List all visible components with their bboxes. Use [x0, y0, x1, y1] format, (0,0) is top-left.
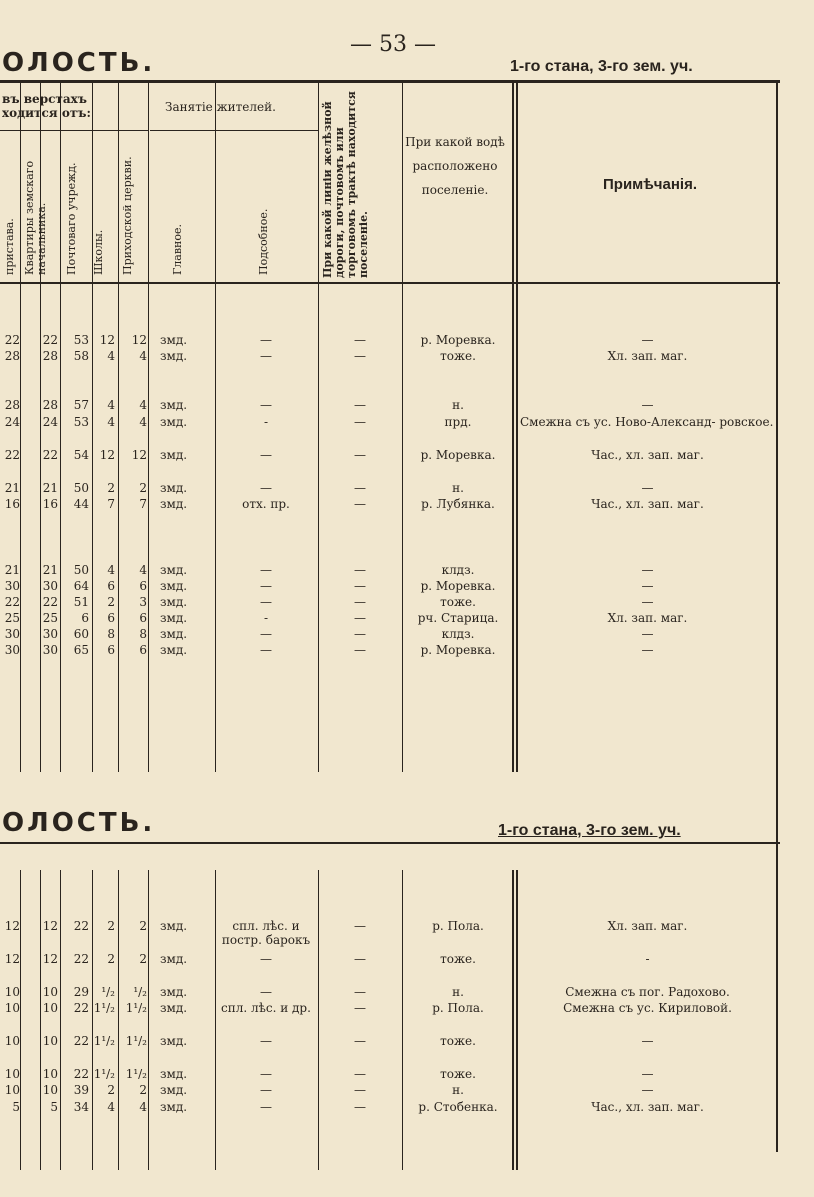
col-aux: Подсобное. — [257, 208, 270, 275]
cell-b: 30 — [42, 643, 58, 657]
cell-aux: — — [260, 1083, 272, 1097]
cell-aux: — — [260, 398, 272, 412]
cell-d: 2 — [107, 919, 115, 933]
cell-c: 60 — [73, 627, 89, 641]
cell-d: 12 — [99, 448, 115, 462]
cell-water: тоже. — [440, 1067, 476, 1081]
cell-note: Смежна съ ус. Ново-Александ- ровское. — [520, 415, 774, 429]
cell-note: - — [645, 952, 650, 966]
cell-b: 22 — [42, 595, 58, 609]
col-water: При какой водѣ расположено поселеніе. — [405, 135, 505, 197]
cell-water: р. Моревка. — [420, 579, 496, 593]
cell-e: 6 — [139, 611, 147, 625]
cell-road: — — [354, 415, 366, 429]
cell-water: р. Пола. — [432, 919, 484, 933]
cell-e: 6 — [139, 579, 147, 593]
section2-rule — [0, 842, 780, 844]
cell-b: 24 — [42, 415, 58, 429]
col-church: Приходской церкви. — [121, 156, 134, 275]
cell-road: — — [354, 952, 366, 966]
cell-c: 22 — [73, 1001, 89, 1015]
cell-a: 22 — [4, 333, 20, 347]
distance-group-header: въ верстахъ ходится отъ: — [2, 92, 91, 120]
cell-aux: спл. лѣс. и постр. барокъ — [221, 919, 311, 947]
subheader-rule — [0, 130, 148, 131]
col-school: Школы. — [92, 229, 105, 275]
cell-c: 64 — [73, 579, 89, 593]
cell-main: змд. — [160, 415, 188, 429]
cell-c: 50 — [73, 481, 89, 495]
cell-road: — — [354, 497, 366, 511]
cell-c: 22 — [73, 952, 89, 966]
cell-water: р. Пола. — [432, 1001, 484, 1015]
cell-d: ¹/₂ — [101, 985, 115, 999]
page-number: — 53 — — [350, 32, 436, 57]
cell-road: — — [354, 481, 366, 495]
cell-water: р. Моревка. — [420, 333, 496, 347]
col-main: Главное. — [171, 224, 184, 275]
cell-note: — — [641, 1067, 654, 1081]
column-divider — [20, 870, 21, 1170]
cell-c: 57 — [73, 398, 89, 412]
cell-b: 10 — [42, 1083, 58, 1097]
section-title-2: ОЛОСТЬ. — [2, 808, 156, 838]
cell-note: — — [641, 643, 654, 657]
cell-e: 4 — [139, 563, 147, 577]
cell-b: 12 — [42, 919, 58, 933]
cell-aux: — — [260, 579, 272, 593]
cell-main: змд. — [160, 497, 188, 511]
column-divider — [516, 870, 518, 1170]
cell-note: Час., хл. зап. маг. — [591, 1100, 704, 1114]
column-divider — [516, 82, 518, 772]
top-rule — [0, 80, 780, 83]
cell-a: 30 — [4, 627, 20, 641]
cell-e: 1¹/₂ — [125, 1034, 147, 1048]
column-divider — [512, 82, 514, 772]
cell-e: ¹/₂ — [133, 985, 147, 999]
cell-note: — — [641, 333, 654, 347]
cell-b: 21 — [42, 481, 58, 495]
cell-main: змд. — [160, 919, 188, 933]
cell-note: — — [641, 627, 654, 641]
cell-a: 16 — [4, 497, 20, 511]
cell-water: тоже. — [440, 595, 476, 609]
cell-c: 58 — [73, 349, 89, 363]
cell-water: клдз. — [441, 627, 475, 641]
cell-aux: - — [263, 415, 269, 429]
cell-a: 10 — [4, 1067, 20, 1081]
cell-road: — — [354, 627, 366, 641]
cell-aux: — — [260, 643, 272, 657]
column-divider — [40, 870, 41, 1170]
cell-main: змд. — [160, 1083, 188, 1097]
cell-note: — — [641, 1034, 654, 1048]
cell-aux: — — [260, 448, 272, 462]
cell-e: 7 — [139, 497, 147, 511]
cell-aux: — — [260, 1067, 272, 1081]
cell-main: змд. — [160, 643, 188, 657]
cell-a: 22 — [4, 448, 20, 462]
cell-aux: — — [260, 481, 272, 495]
cell-aux: — — [260, 595, 272, 609]
cell-road: — — [354, 611, 366, 625]
cell-c: 22 — [73, 919, 89, 933]
cell-e: 4 — [139, 415, 147, 429]
cell-c: 34 — [73, 1100, 89, 1114]
cell-note: — — [641, 481, 654, 495]
cell-road: — — [354, 333, 366, 347]
column-divider — [148, 82, 149, 772]
column-divider — [148, 870, 149, 1170]
cell-note: Хл. зап. маг. — [607, 919, 688, 933]
cell-d: 2 — [107, 595, 115, 609]
cell-c: 39 — [73, 1083, 89, 1097]
header-bottom-rule — [0, 282, 780, 284]
cell-main: змд. — [160, 349, 188, 363]
cell-d: 1¹/₂ — [93, 1034, 115, 1048]
cell-road: — — [354, 643, 366, 657]
cell-a: 12 — [4, 919, 20, 933]
cell-c: 54 — [73, 448, 89, 462]
cell-b: 25 — [42, 611, 58, 625]
cell-note: Смежна съ ус. Кириловой. — [563, 1001, 732, 1015]
cell-main: змд. — [160, 481, 188, 495]
cell-road: — — [354, 595, 366, 609]
cell-water: тоже. — [440, 952, 476, 966]
cell-b: 22 — [42, 448, 58, 462]
cell-c: 6 — [81, 611, 89, 625]
cell-a: 10 — [4, 985, 20, 999]
cell-a: 5 — [12, 1100, 20, 1114]
cell-e: 2 — [139, 1083, 147, 1097]
col-post: Почтоваго учрежд. — [65, 162, 78, 275]
cell-d: 2 — [107, 481, 115, 495]
cell-road: — — [354, 919, 366, 933]
cell-water: рч. Старица. — [417, 611, 499, 625]
cell-e: 2 — [139, 952, 147, 966]
cell-main: змд. — [160, 627, 188, 641]
cell-b: 10 — [42, 1034, 58, 1048]
column-divider — [512, 870, 514, 1170]
cell-d: 4 — [107, 1100, 115, 1114]
cell-a: 10 — [4, 1001, 20, 1015]
cell-e: 12 — [131, 448, 147, 462]
cell-water: прд. — [444, 415, 472, 429]
cell-a: 22 — [4, 595, 20, 609]
cell-note: Хл. зап. маг. — [607, 611, 688, 625]
cell-water: н. — [452, 1083, 464, 1097]
cell-main: змд. — [160, 579, 188, 593]
cell-e: 4 — [139, 398, 147, 412]
cell-note: Хл. зап. маг. — [607, 349, 688, 363]
cell-c: 29 — [73, 985, 89, 999]
cell-aux: — — [260, 985, 272, 999]
column-divider — [118, 870, 119, 1170]
cell-water: р. Моревка. — [420, 643, 496, 657]
cell-b: 10 — [42, 1067, 58, 1081]
cell-e: 1¹/₂ — [125, 1067, 147, 1081]
cell-road: — — [354, 1001, 366, 1015]
cell-c: 53 — [73, 415, 89, 429]
cell-note: — — [641, 595, 654, 609]
cell-c: 22 — [73, 1034, 89, 1048]
section-title: ОЛОСТЬ. — [2, 48, 156, 78]
cell-main: змд. — [160, 1001, 188, 1015]
cell-d: 2 — [107, 952, 115, 966]
cell-note: — — [641, 1083, 654, 1097]
cell-d: 4 — [107, 349, 115, 363]
cell-water: клдз. — [441, 563, 475, 577]
cell-water: н. — [452, 985, 464, 999]
cell-d: 6 — [107, 643, 115, 657]
cell-e: 8 — [139, 627, 147, 641]
cell-e: 6 — [139, 643, 147, 657]
cell-c: 51 — [73, 595, 89, 609]
cell-aux: — — [260, 1100, 272, 1114]
cell-main: змд. — [160, 595, 188, 609]
column-divider — [318, 82, 319, 772]
cell-a: 30 — [4, 643, 20, 657]
cell-a: 10 — [4, 1083, 20, 1097]
cell-road: — — [354, 1034, 366, 1048]
col-zemsk: Квартиры земскаго начальника. — [23, 160, 48, 275]
cell-b: 10 — [42, 985, 58, 999]
cell-note: Час., хл. зап. маг. — [591, 448, 704, 462]
cell-main: змд. — [160, 1034, 188, 1048]
cell-d: 2 — [107, 1083, 115, 1097]
section-stan: 1-го стана, 3-го зем. уч. — [510, 58, 693, 75]
cell-road: — — [354, 563, 366, 577]
cell-aux: — — [260, 627, 272, 641]
cell-d: 4 — [107, 415, 115, 429]
occupation-group-header: Занятіе жителей. — [165, 100, 276, 114]
cell-aux: — — [260, 563, 272, 577]
column-divider — [318, 870, 319, 1170]
column-divider — [60, 870, 61, 1170]
col-road: При какой линіи желѣзной дороги, почтовомъ или торговомъ трактѣ находится поселеніе. — [321, 91, 370, 278]
cell-c: 65 — [73, 643, 89, 657]
cell-a: 30 — [4, 579, 20, 593]
cell-note: — — [641, 579, 654, 593]
cell-b: 22 — [42, 333, 58, 347]
cell-e: 3 — [139, 595, 147, 609]
cell-main: змд. — [160, 398, 188, 412]
cell-note: — — [641, 563, 654, 577]
cell-b: 16 — [42, 497, 58, 511]
cell-aux: — — [260, 952, 272, 966]
cell-aux: спл. лѣс. и др. — [221, 1001, 311, 1015]
section-stan-2: 1-го стана, 3-го зем. уч. — [498, 822, 681, 839]
cell-water: тоже. — [440, 1034, 476, 1048]
cell-e: 2 — [139, 481, 147, 495]
cell-d: 6 — [107, 579, 115, 593]
cell-aux: отх. пр. — [242, 497, 290, 511]
cell-main: змд. — [160, 563, 188, 577]
cell-c: 22 — [73, 1067, 89, 1081]
col-notes: Примѣчанія. — [603, 176, 697, 193]
cell-water: р. Моревка. — [420, 448, 496, 462]
cell-water: тоже. — [440, 349, 476, 363]
cell-e: 1¹/₂ — [125, 1001, 147, 1015]
cell-a: 21 — [4, 481, 20, 495]
cell-e: 4 — [139, 349, 147, 363]
cell-road: — — [354, 448, 366, 462]
cell-b: 28 — [42, 398, 58, 412]
cell-b: 21 — [42, 563, 58, 577]
cell-note: Смежна съ пог. Радохово. — [565, 985, 730, 999]
cell-a: 25 — [4, 611, 20, 625]
cell-road: — — [354, 398, 366, 412]
cell-e: 2 — [139, 919, 147, 933]
column-divider — [92, 870, 93, 1170]
cell-a: 28 — [4, 398, 20, 412]
cell-main: змд. — [160, 333, 188, 347]
cell-b: 28 — [42, 349, 58, 363]
cell-note: — — [641, 398, 654, 412]
cell-road: — — [354, 1083, 366, 1097]
cell-a: 12 — [4, 952, 20, 966]
cell-b: 30 — [42, 627, 58, 641]
cell-c: 44 — [73, 497, 89, 511]
cell-water: р. Стобенка. — [418, 1100, 498, 1114]
cell-b: 12 — [42, 952, 58, 966]
right-border — [776, 82, 778, 1152]
cell-road: — — [354, 985, 366, 999]
column-divider — [402, 82, 403, 772]
cell-d: 4 — [107, 398, 115, 412]
cell-e: 4 — [139, 1100, 147, 1114]
cell-road: — — [354, 1100, 366, 1114]
cell-d: 12 — [99, 333, 115, 347]
cell-water: н. — [452, 398, 464, 412]
cell-road: — — [354, 579, 366, 593]
cell-e: 12 — [131, 333, 147, 347]
cell-c: 53 — [73, 333, 89, 347]
cell-a: 10 — [4, 1034, 20, 1048]
cell-d: 6 — [107, 611, 115, 625]
column-divider — [402, 870, 403, 1170]
cell-main: змд. — [160, 1100, 188, 1114]
cell-main: змд. — [160, 611, 188, 625]
cell-aux: — — [260, 333, 272, 347]
cell-main: змд. — [160, 448, 188, 462]
cell-main: змд. — [160, 985, 188, 999]
cell-d: 7 — [107, 497, 115, 511]
cell-road: — — [354, 349, 366, 363]
cell-b: 10 — [42, 1001, 58, 1015]
cell-d: 1¹/₂ — [93, 1001, 115, 1015]
cell-aux: - — [263, 611, 269, 625]
column-divider — [215, 870, 216, 1170]
col-pristan: пристава. — [3, 218, 16, 275]
cell-b: 30 — [42, 579, 58, 593]
cell-d: 8 — [107, 627, 115, 641]
cell-d: 4 — [107, 563, 115, 577]
cell-water: н. — [452, 481, 464, 495]
cell-aux: — — [260, 1034, 272, 1048]
cell-a: 24 — [4, 415, 20, 429]
cell-road: — — [354, 1067, 366, 1081]
cell-main: змд. — [160, 1067, 188, 1081]
cell-d: 1¹/₂ — [93, 1067, 115, 1081]
cell-b: 5 — [50, 1100, 58, 1114]
cell-main: змд. — [160, 952, 188, 966]
subheader-rule — [150, 130, 318, 131]
cell-a: 28 — [4, 349, 20, 363]
cell-c: 50 — [73, 563, 89, 577]
cell-aux: — — [260, 349, 272, 363]
cell-note: Час., хл. зап. маг. — [591, 497, 704, 511]
cell-water: р. Лубянка. — [421, 497, 495, 511]
cell-a: 21 — [4, 563, 20, 577]
